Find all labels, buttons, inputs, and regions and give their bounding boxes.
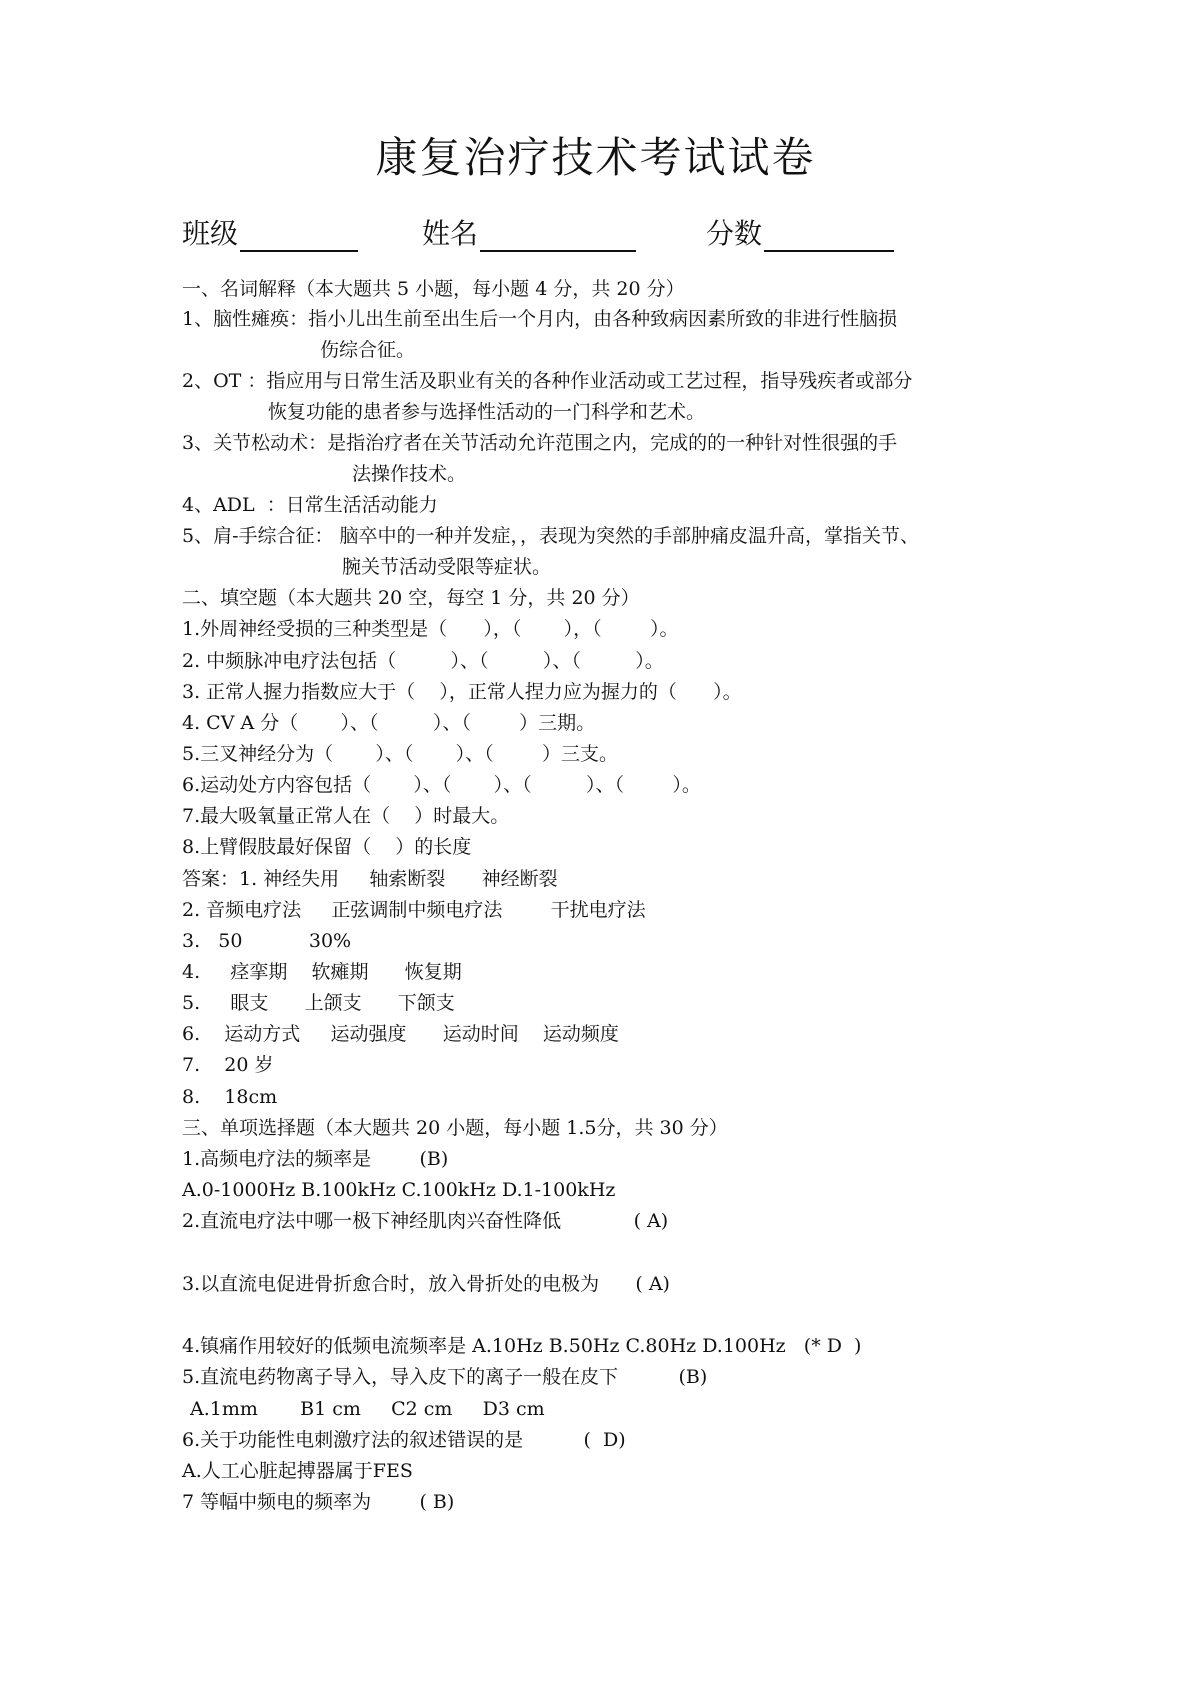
class-blank — [240, 212, 358, 252]
fill-blank-item: 4. CV A 分（ ）、（ ）、（ ）三期。 — [182, 712, 596, 734]
fill-blank-item: 1.外周神经受损的三种类型是（ ），（ ），（ ）。 — [182, 618, 679, 640]
choice-question: 4.镇痛作用较好的低频电流频率是 A.10Hz B.50Hz C.80Hz D.100Hz (* D ) — [182, 1335, 862, 1357]
class-field — [182, 212, 358, 252]
answer-line: 7. 20 岁 — [182, 1054, 274, 1076]
answer-line: 答案：1. 神经失用 轴索断裂 神经断裂 — [182, 868, 558, 890]
definition-item: 3、关节松动术：是指治疗者在关节活动允许范围之内，完成的的一种针对性很强的手 — [182, 432, 898, 454]
choice-question: 7 等幅中频电的频率为 ( B) — [182, 1491, 455, 1513]
name-label: 姓名 — [422, 217, 479, 250]
fill-blank-item: 5.三叉神经分为（ ）、（ ）、（ ）三支。 — [182, 743, 618, 765]
student-info-row — [182, 212, 942, 262]
answer-line: 3. 50 30% — [182, 930, 352, 952]
choice-options: A.人工心脏起搏器属于FES — [182, 1460, 413, 1482]
choice-question: 3.以直流电促进骨折愈合时，放入骨折处的电极为 ( A) — [182, 1273, 670, 1295]
definition-item: 4、ADL ：日常生活活动能力 — [182, 494, 438, 516]
choice-options: A.0-1000Hz B.100kHz C.100kHz D.1-100kHz — [182, 1179, 616, 1201]
definition-item: 1、脑性瘫痪：指小儿出生前至出生后一个月内，由各种致病因素所致的非进行性脑损 — [182, 308, 898, 330]
score-blank — [764, 212, 894, 252]
definition-item-cont: 恢复功能的患者参与选择性活动的一门科学和艺术。 — [268, 401, 706, 423]
answer-line: 8. 18cm — [182, 1086, 278, 1108]
section3-heading: 三、单项选择题（本大题共 20 小题，每小题 1.5分，共 30 分） — [182, 1117, 728, 1139]
definition-item-cont: 伤综合征。 — [320, 339, 416, 361]
answer-line: 5. 眼支 上颌支 下颌支 — [182, 992, 455, 1014]
choice-question: 2.直流电疗法中哪一极下神经肌肉兴奋性降低 ( A) — [182, 1210, 669, 1232]
fill-blank-item: 3. 正常人握力指数应大于（ ），正常人捏力应为握力的（ ）。 — [182, 681, 742, 703]
fill-blank-item: 6.运动处方内容包括（ ）、（ ）、（ ）、（ ）。 — [182, 774, 701, 796]
choice-question: 5.直流电药物离子导入，导入皮下的离子一般在皮下 (B) — [182, 1366, 708, 1388]
definition-item-cont: 法操作技术。 — [352, 463, 467, 485]
score-label: 分数 — [706, 217, 763, 250]
section2-heading: 二、填空题（本大题共 20 空，每空 1 分，共 20 分） — [182, 587, 640, 609]
page-title: 康复治疗技术考试试卷 — [375, 133, 816, 182]
definition-item: 5、肩-手综合征： 脑卒中的一种并发症，，表现为突然的手部肿痛皮温升高，掌指关节、 — [182, 525, 920, 547]
choice-question: 1.高频电疗法的频率是 (B) — [182, 1148, 449, 1170]
definition-item-cont: 腕关节活动受限等症状。 — [342, 556, 552, 578]
section1-heading: 一、名词解释（本大题共 5 小题，每小题 4 分，共 20 分） — [182, 278, 685, 300]
answer-line: 2. 音频电疗法 正弦调制中频电疗法 干扰电疗法 — [182, 899, 646, 921]
answer-line: 6. 运动方式 运动强度 运动时间 运动频度 — [182, 1023, 619, 1045]
fill-blank-item: 7.最大吸氧量正常人在（ ）时最大。 — [182, 805, 510, 827]
class-label: 班级 — [182, 217, 239, 250]
fill-blank-item: 8.上臂假肢最好保留（ ）的长度 — [182, 836, 472, 858]
answer-line: 4. 痉挛期 软瘫期 恢复期 — [182, 961, 462, 983]
definition-item: 2、OT ：指应用与日常生活及职业有关的各种作业活动或工艺过程，指导残疾者或部分 — [182, 370, 913, 392]
choice-options: A.1mm B1 cm C2 cm D3 cm — [190, 1398, 545, 1420]
choice-question: 6.关于功能性电刺激疗法的叙述错误的是 ( D) — [182, 1429, 626, 1451]
score-field — [706, 212, 894, 252]
name-field — [422, 212, 636, 252]
name-blank — [480, 212, 636, 252]
fill-blank-item: 2. 中频脉冲电疗法包括（ ）、（ ）、（ ）。 — [182, 650, 664, 672]
